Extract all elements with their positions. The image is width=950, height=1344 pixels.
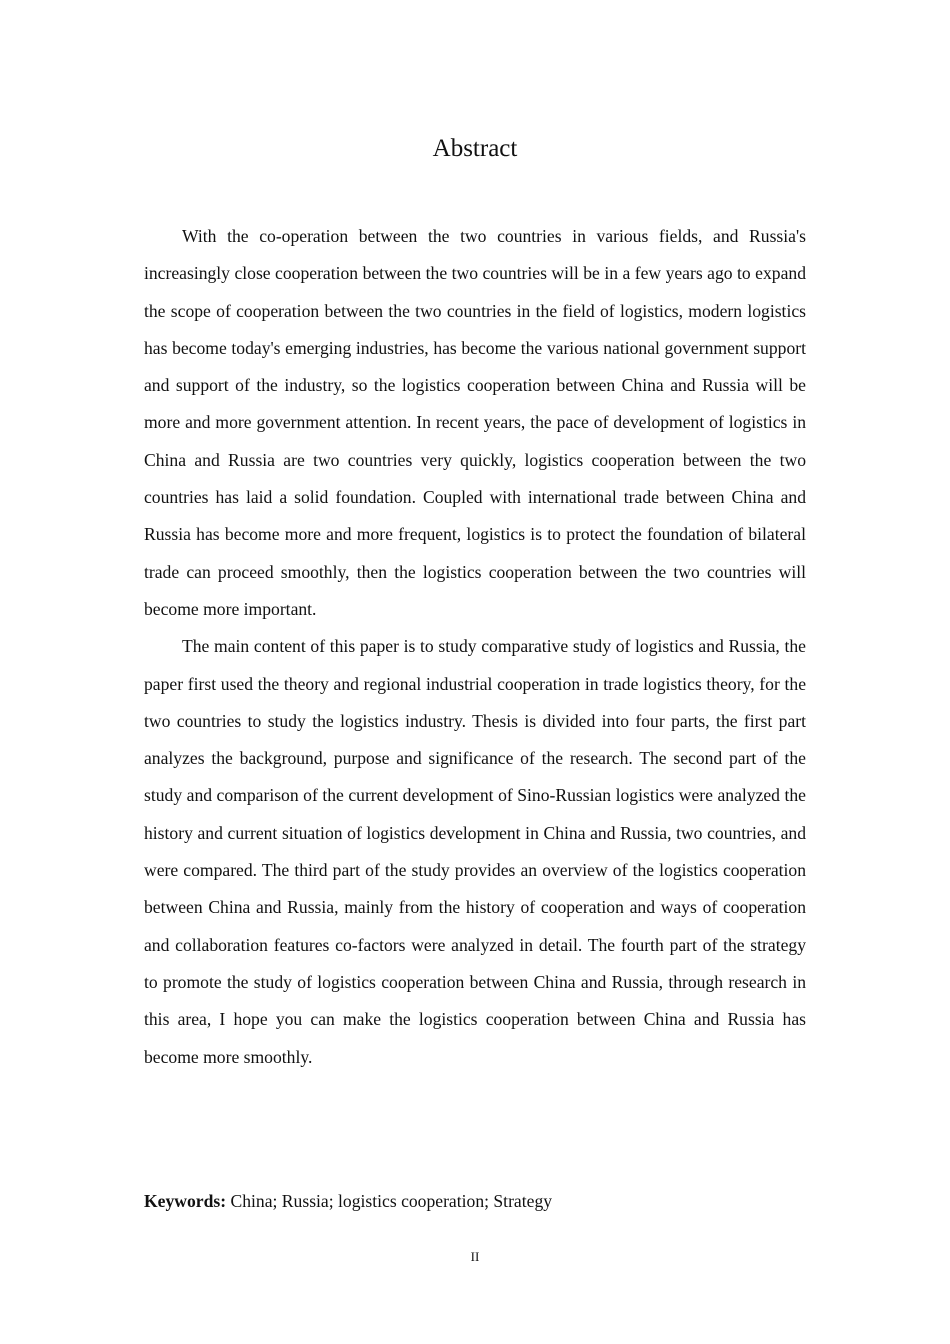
abstract-title: Abstract <box>432 135 518 162</box>
keywords-label: Keywords: <box>144 1191 227 1211</box>
abstract-paragraph-2: The main content of this paper is to study comparative study of logistics and Russia, the paper first used the theory and regional industrial cooperation in trade logistics theory, for the two countries to study the logistics industry. Thesis is divided into four parts, the first part analyzes the background, purpose and significance of the research. The second part of the study and comparison of the current development of Sino-Russian logistics were analyzed the history and current situation of logistics development in China and Russia, two countries, and were compared. The third part of the study provides an overview of the logistics cooperation between China and Russia, mainly from the history of cooperation and ways of cooperation and collaboration features co-factors were analyzed in detail. The fourth part of the strategy to promote the study of logistics cooperation between China and Russia, through research in this area, I hope you can make the logistics cooperation between China and Russia has become more smoothly. <box>144 636 806 1067</box>
document-page <box>144 0 806 1344</box>
abstract-body <box>144 218 806 1076</box>
abstract-paragraph-1: With the co-operation between the two countries in various fields, and Russia's increasingly close cooperation between the two countries will be in a few years ago to expand the scope of cooperation between the two countries in the field of logistics, modern logistics has become today's emerging industries, has become the various national government support and support of the industry, so the logistics cooperation between China and Russia will be more and more government attention. In recent years, the pace of development of logistics in China and Russia are two countries very quickly, logistics cooperation between the two countries has laid a solid foundation. Coupled with international trade between China and Russia has become more and more frequent, logistics is to protect the foundation of bilateral trade can proceed smoothly, then the logistics cooperation between the two countries will become more important. <box>144 226 806 619</box>
keywords-value: China; Russia; logistics cooperation; Strategy <box>230 1191 553 1211</box>
page-number: II <box>470 1249 480 1264</box>
keywords-line <box>144 1184 806 1218</box>
